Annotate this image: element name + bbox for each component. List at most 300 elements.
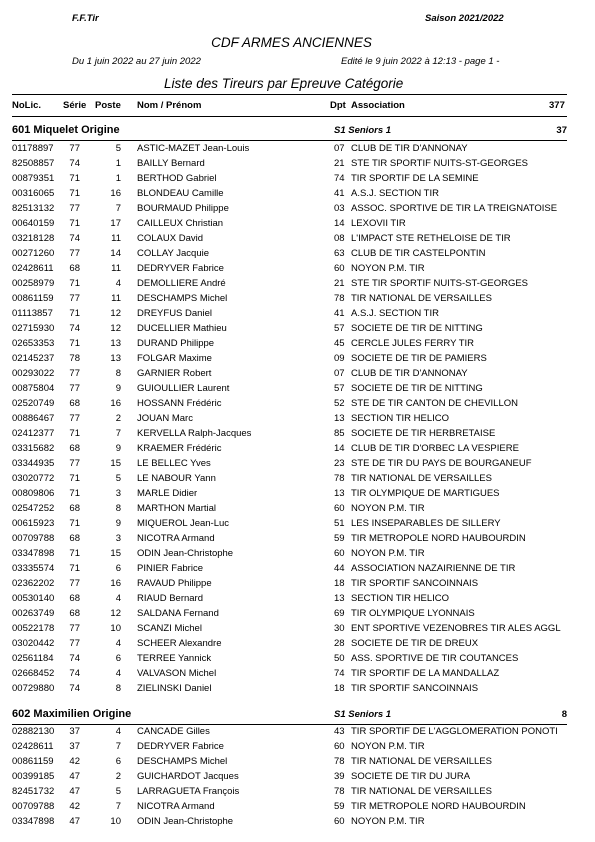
shooter-row	[12, 158, 595, 173]
cell-association: TIR OLYMPIQUE LYONNAIS	[351, 608, 475, 619]
cell-serie: 71	[69, 473, 80, 484]
cell-association: LEXOVII TIR	[351, 218, 406, 229]
cell-name: ASTIC-MAZET Jean-Louis	[137, 143, 250, 154]
cell-serie: 74	[69, 158, 80, 169]
cell-nolic: 82513132	[12, 203, 55, 214]
cell-nolic: 02520749	[12, 398, 55, 409]
cell-name: SCHEER Alexandre	[137, 638, 222, 649]
cell-serie: 71	[69, 173, 80, 184]
cell-poste: 4	[115, 278, 121, 289]
cell-name: CAILLEUX Christian	[137, 218, 224, 229]
cell-serie: 77	[69, 248, 80, 259]
shooter-row	[12, 638, 595, 653]
cell-nolic: 00879351	[12, 173, 55, 184]
col-nolic: NoLic.	[12, 100, 42, 111]
cell-serie: 42	[69, 756, 80, 767]
cell-nolic: 82451732	[12, 786, 55, 797]
event-count: 8	[561, 709, 567, 720]
cell-name: MARLE Didier	[137, 488, 198, 499]
cell-name: SCANZI Michel	[137, 623, 202, 634]
cell-name: BOURMAUD Philippe	[137, 203, 229, 214]
cell-association: LES INSEPARABLES DE SILLERY	[351, 518, 501, 529]
cell-name: DESCHAMPS Michel	[137, 756, 228, 767]
date-range: Du 1 juin 2022 au 27 juin 2022	[72, 56, 201, 67]
cell-poste: 12	[110, 323, 121, 334]
cell-serie: 77	[69, 623, 80, 634]
cell-dpt: 57	[334, 383, 345, 394]
cell-association: NOYON P.M. TIR	[351, 548, 425, 559]
event-group-header	[12, 124, 567, 140]
cell-poste: 10	[110, 623, 121, 634]
cell-association: CLUB DE TIR D'ORBEC LA VESPIERE	[351, 443, 519, 454]
shooter-row	[12, 173, 595, 188]
cell-dpt: 03	[334, 203, 345, 214]
cell-poste: 6	[115, 653, 121, 664]
cell-association: CLUB DE TIR D'ANNONAY	[351, 368, 468, 379]
cell-dpt: 60	[334, 741, 345, 752]
cell-association: NOYON P.M. TIR	[351, 816, 425, 827]
cell-poste: 4	[115, 638, 121, 649]
cell-nolic: 82508857	[12, 158, 55, 169]
cell-poste: 11	[111, 293, 121, 304]
cell-serie: 68	[69, 608, 80, 619]
cell-poste: 12	[110, 308, 121, 319]
cell-serie: 71	[69, 428, 80, 439]
shooter-row	[12, 368, 595, 383]
cell-name: COLAUX David	[137, 233, 203, 244]
cell-nolic: 02547252	[12, 503, 55, 514]
cell-association: SOCIETE DE TIR DE NITTING	[351, 323, 483, 334]
cell-nolic: 03344935	[12, 458, 55, 469]
cell-name: PINIER Fabrice	[137, 563, 203, 574]
group-rule	[12, 724, 567, 725]
cell-dpt: 74	[334, 668, 345, 679]
cell-serie: 77	[69, 638, 80, 649]
shooter-row	[12, 653, 595, 668]
cell-association: ASSOCIATION NAZAIRIENNE DE TIR	[351, 563, 516, 574]
shooter-row	[12, 608, 595, 623]
cell-nolic: 00316065	[12, 188, 55, 199]
cell-name: DREYFUS Daniel	[137, 308, 212, 319]
cell-name: GUICHARDOT Jacques	[137, 771, 239, 782]
shooter-row	[12, 488, 595, 503]
cell-serie: 71	[69, 278, 80, 289]
cell-name: FOLGAR Maxime	[137, 353, 212, 364]
cell-dpt: 85	[334, 428, 345, 439]
cell-nolic: 02362202	[12, 578, 55, 589]
shooter-row	[12, 218, 595, 233]
cell-association: TIR NATIONAL DE VERSAILLES	[351, 786, 492, 797]
cell-poste: 4	[115, 726, 121, 737]
col-serie: Série	[63, 100, 87, 111]
cell-serie: 37	[69, 741, 80, 752]
shooter-row	[12, 233, 595, 248]
cell-nolic: 01178897	[12, 143, 54, 154]
cell-nolic: 00530140	[12, 593, 55, 604]
cell-association: NOYON P.M. TIR	[351, 741, 425, 752]
cell-poste: 5	[115, 143, 121, 154]
cell-name: GARNIER Robert	[137, 368, 212, 379]
cell-serie: 74	[69, 668, 80, 679]
cell-nolic: 02653353	[12, 338, 55, 349]
cell-association: SECTION TIR HELICO	[351, 413, 450, 424]
cell-serie: 37	[69, 726, 80, 737]
cell-poste: 2	[115, 771, 121, 782]
cell-name: CANCADE Gilles	[137, 726, 210, 737]
cell-poste: 3	[115, 488, 121, 499]
federation-label: F.F.Tir	[72, 13, 99, 24]
shooter-row	[12, 816, 595, 831]
cell-serie: 71	[69, 338, 80, 349]
shooter-row	[12, 248, 595, 263]
cell-poste: 2	[115, 413, 121, 424]
cell-poste: 8	[115, 368, 121, 379]
cell-name: BAILLY Bernard	[137, 158, 205, 169]
cell-dpt: 44	[334, 563, 345, 574]
cell-serie: 74	[69, 653, 80, 664]
event-category: S1 Seniors 1	[334, 125, 392, 136]
shooter-row	[12, 683, 595, 698]
cell-nolic: 00729880	[12, 683, 55, 694]
cell-poste: 11	[111, 233, 121, 244]
cell-association: STE TIR SPORTIF NUITS-ST-GEORGES	[351, 278, 529, 289]
shooter-row	[12, 533, 595, 548]
cell-dpt: 23	[334, 458, 345, 469]
shooter-row	[12, 398, 595, 413]
cell-association: TIR NATIONAL DE VERSAILLES	[351, 293, 492, 304]
cell-name: DUCELLIER Mathieu	[137, 323, 227, 334]
cell-dpt: 78	[334, 786, 345, 797]
cell-name: ODIN Jean-Christophe	[137, 816, 234, 827]
cell-dpt: 28	[334, 638, 345, 649]
cell-nolic: 00861159	[12, 756, 54, 767]
cell-poste: 16	[110, 398, 121, 409]
cell-nolic: 02668452	[12, 668, 55, 679]
cell-association: ENT SPORTIVE VEZENOBRES TIR ALES AGGL	[351, 623, 561, 634]
cell-serie: 71	[69, 518, 80, 529]
event-name: 602 Maximilien Origine	[12, 708, 132, 720]
group-rule	[12, 140, 567, 141]
cell-name: TERREE Yannick	[137, 653, 212, 664]
cell-association: ASS. SPORTIVE DE TIR COUTANCES	[351, 653, 519, 664]
cell-nolic: 03020772	[12, 473, 55, 484]
cell-name: DESCHAMPS Michel	[137, 293, 228, 304]
cell-nolic: 00861159	[12, 293, 54, 304]
cell-association: STE DE TIR DU PAYS DE BOURGANEUF	[351, 458, 532, 469]
cell-serie: 71	[69, 488, 80, 499]
cell-dpt: 59	[334, 533, 345, 544]
cell-association: SOCIETE DE TIR DE PAMIERS	[351, 353, 487, 364]
cell-name: LARRAGUETA François	[137, 786, 240, 797]
cell-dpt: 21	[334, 158, 345, 169]
shooter-row	[12, 623, 595, 638]
cell-serie: 68	[69, 593, 80, 604]
cell-association: A.S.J. SECTION TIR	[351, 188, 439, 199]
shooter-row	[12, 323, 595, 338]
cell-dpt: 43	[334, 726, 345, 737]
cell-dpt: 78	[334, 473, 345, 484]
cell-poste: 3	[115, 533, 121, 544]
cell-association: SOCIETE DE TIR DU JURA	[351, 771, 471, 782]
cell-dpt: 18	[334, 578, 345, 589]
shooter-row	[12, 188, 595, 203]
cell-poste: 1	[115, 158, 121, 169]
cell-association: TIR METROPOLE NORD HAUBOURDIN	[351, 801, 526, 812]
cell-association: SOCIETE DE TIR DE NITTING	[351, 383, 483, 394]
cell-serie: 42	[69, 801, 80, 812]
shooter-row	[12, 338, 595, 353]
event-count: 37	[556, 125, 567, 136]
cell-name: DEDRYVER Fabrice	[137, 263, 224, 274]
shooter-row	[12, 756, 595, 771]
cell-dpt: 69	[334, 608, 345, 619]
shooter-row	[12, 458, 595, 473]
cell-poste: 5	[115, 786, 121, 797]
cell-association: TIR SPORTIF SANCOINNAIS	[351, 683, 479, 694]
cell-poste: 16	[110, 188, 121, 199]
cell-serie: 68	[69, 443, 80, 454]
cell-poste: 13	[110, 338, 121, 349]
cell-serie: 77	[69, 293, 80, 304]
cell-poste: 13	[110, 353, 121, 364]
list-title: Liste des Tireurs par Epreuve Catégorie	[164, 76, 404, 91]
cell-nolic: 02882130	[12, 726, 55, 737]
cell-dpt: 39	[334, 771, 345, 782]
cell-nolic: 00399185	[12, 771, 55, 782]
cell-dpt: 60	[334, 816, 345, 827]
cell-dpt: 51	[334, 518, 345, 529]
cell-serie: 77	[69, 143, 80, 154]
cell-poste: 8	[115, 503, 121, 514]
cell-serie: 71	[69, 188, 80, 199]
cell-nolic: 02428611	[12, 741, 54, 752]
cell-dpt: 18	[334, 683, 345, 694]
shooter-row	[12, 413, 595, 428]
cell-serie: 77	[69, 383, 80, 394]
shooter-row	[12, 726, 595, 741]
col-poste: Poste	[95, 100, 121, 111]
cell-poste: 11	[111, 263, 121, 274]
event-group-header	[12, 708, 567, 724]
cell-nolic: 00258979	[12, 278, 55, 289]
cell-poste: 16	[110, 578, 121, 589]
cell-serie: 77	[69, 368, 80, 379]
cell-nolic: 00263749	[12, 608, 55, 619]
cell-nolic: 00875804	[12, 383, 55, 394]
cell-serie: 77	[69, 203, 80, 214]
col-dpt: Dpt	[330, 100, 346, 111]
cell-name: DEDRYVER Fabrice	[137, 741, 224, 752]
cell-dpt: 09	[334, 353, 345, 364]
cell-name: ZIELINSKI Daniel	[137, 683, 212, 694]
cell-dpt: 57	[334, 323, 345, 334]
cell-serie: 74	[69, 683, 80, 694]
cell-nolic: 00522178	[12, 623, 55, 634]
cell-poste: 1	[115, 173, 121, 184]
cell-dpt: 74	[334, 173, 345, 184]
cell-nolic: 00271260	[12, 248, 55, 259]
shooter-row	[12, 771, 595, 786]
cell-association: TIR OLYMPIQUE DE MARTIGUES	[351, 488, 500, 499]
cell-poste: 7	[115, 801, 121, 812]
cell-dpt: 52	[334, 398, 345, 409]
cell-association: TIR SPORTIF DE LA SEMINE	[351, 173, 479, 184]
cell-poste: 9	[115, 383, 121, 394]
cell-dpt: 60	[334, 263, 345, 274]
shooter-row	[12, 293, 595, 308]
cell-serie: 47	[69, 816, 80, 827]
cell-name: VALVASON Michel	[137, 668, 217, 679]
header-rule-bottom	[12, 116, 567, 117]
cell-name: MARTHON Martial	[137, 503, 216, 514]
cell-nolic: 00640159	[12, 218, 55, 229]
cell-dpt: 21	[334, 278, 345, 289]
cell-dpt: 50	[334, 653, 345, 664]
cell-association: SECTION TIR HELICO	[351, 593, 450, 604]
cell-poste: 14	[110, 248, 121, 259]
cell-name: HOSSANN Frédéric	[137, 398, 222, 409]
cell-poste: 4	[115, 668, 121, 679]
cell-nolic: 02715930	[12, 323, 55, 334]
cell-nolic: 03347898	[12, 548, 55, 559]
cell-poste: 12	[110, 608, 121, 619]
shooter-row	[12, 143, 595, 158]
cell-poste: 7	[115, 741, 121, 752]
cell-association: CLUB DE TIR CASTELPONTIN	[351, 248, 486, 259]
cell-dpt: 13	[334, 413, 345, 424]
cell-serie: 47	[69, 786, 80, 797]
shooter-row	[12, 563, 595, 578]
cell-poste: 15	[110, 458, 121, 469]
cell-serie: 68	[69, 398, 80, 409]
cell-nolic: 02412377	[12, 428, 55, 439]
cell-dpt: 59	[334, 801, 345, 812]
cell-nolic: 03020442	[12, 638, 55, 649]
cell-nolic: 00809806	[12, 488, 55, 499]
cell-association: CLUB DE TIR D'ANNONAY	[351, 143, 468, 154]
cell-name: KRAEMER Frédéric	[137, 443, 222, 454]
cell-dpt: 30	[334, 623, 345, 634]
cell-serie: 47	[69, 771, 80, 782]
header-rule-top	[12, 94, 567, 95]
cell-association: A.S.J. SECTION TIR	[351, 308, 439, 319]
shooter-row	[12, 308, 595, 323]
cell-serie: 68	[69, 503, 80, 514]
cell-serie: 74	[69, 323, 80, 334]
cell-nolic: 00615923	[12, 518, 55, 529]
edition-info: Edité le 9 juin 2022 à 12:13 - page 1 -	[341, 56, 500, 67]
shooter-row	[12, 668, 595, 683]
cell-poste: 7	[115, 428, 121, 439]
cell-dpt: 45	[334, 338, 345, 349]
cell-name: LE NABOUR Yann	[137, 473, 216, 484]
cell-name: RIAUD Bernard	[137, 593, 203, 604]
cell-nolic: 00886467	[12, 413, 55, 424]
cell-name: JOUAN Marc	[137, 413, 193, 424]
cell-name: MIQUEROL Jean-Luc	[137, 518, 230, 529]
cell-association: TIR NATIONAL DE VERSAILLES	[351, 756, 492, 767]
cell-dpt: 63	[334, 248, 345, 259]
cell-name: NICOTRA Armand	[137, 801, 215, 812]
shooter-row	[12, 443, 595, 458]
cell-name: SALDANA Fernand	[137, 608, 219, 619]
cell-association: TIR SPORTIF DE LA MANDALLAZ	[351, 668, 500, 679]
cell-nolic: 03347898	[12, 816, 55, 827]
cell-poste: 7	[115, 203, 121, 214]
cell-poste: 4	[115, 593, 121, 604]
cell-dpt: 60	[334, 548, 345, 559]
cell-association: ASSOC. SPORTIVE DE TIR LA TREIGNATOISE	[351, 203, 558, 214]
cell-serie: 68	[69, 533, 80, 544]
shooter-row	[12, 353, 595, 368]
col-total: 377	[549, 100, 565, 111]
cell-dpt: 41	[334, 308, 345, 319]
cell-association: L'IMPACT STE RETHELOISE DE TIR	[351, 233, 511, 244]
cell-nolic: 03335574	[12, 563, 55, 574]
cell-name: COLLAY Jacquie	[137, 248, 209, 259]
col-nom: Nom / Prénom	[137, 100, 202, 111]
cell-association: TIR METROPOLE NORD HAUBOURDIN	[351, 533, 526, 544]
cell-association: TIR SPORTIF DE L'AGGLOMERATION PONOTI	[351, 726, 558, 737]
cell-name: DURAND Philippe	[137, 338, 215, 349]
cell-nolic: 01113857	[12, 308, 53, 319]
cell-poste: 6	[115, 756, 121, 767]
cell-dpt: 78	[334, 293, 345, 304]
cell-name: KERVELLA Ralph-Jacques	[137, 428, 252, 439]
cell-name: LE BELLEC Yves	[137, 458, 211, 469]
cell-name: ODIN Jean-Christophe	[137, 548, 234, 559]
cell-dpt: 14	[334, 443, 345, 454]
event-category: S1 Seniors 1	[334, 709, 392, 720]
cell-association: STE TIR SPORTIF NUITS-ST-GEORGES	[351, 158, 529, 169]
cell-nolic: 00293022	[12, 368, 55, 379]
document-title: CDF ARMES ANCIENNES	[211, 35, 372, 50]
cell-association: TIR SPORTIF SANCOINNAIS	[351, 578, 479, 589]
shooter-row	[12, 203, 595, 218]
cell-dpt: 08	[334, 233, 345, 244]
cell-poste: 17	[110, 218, 121, 229]
shooter-row	[12, 548, 595, 563]
event-name: 601 Miquelet Origine	[12, 124, 120, 136]
cell-dpt: 60	[334, 503, 345, 514]
shooter-row	[12, 578, 595, 593]
shooter-row	[12, 593, 595, 608]
shooter-row	[12, 428, 595, 443]
cell-name: GUIOULLIER Laurent	[137, 383, 230, 394]
cell-dpt: 13	[334, 593, 345, 604]
cell-name: DEMOLLIERE André	[137, 278, 226, 289]
cell-association: CERCLE JULES FERRY TIR	[351, 338, 475, 349]
season-label: Saison 2021/2022	[425, 13, 504, 24]
cell-serie: 78	[69, 353, 80, 364]
shooter-row	[12, 503, 595, 518]
cell-dpt: 13	[334, 488, 345, 499]
cell-nolic: 00709788	[12, 533, 55, 544]
cell-association: TIR NATIONAL DE VERSAILLES	[351, 473, 492, 484]
cell-serie: 77	[69, 578, 80, 589]
cell-nolic: 03218128	[12, 233, 55, 244]
cell-serie: 71	[69, 308, 80, 319]
cell-poste: 9	[115, 443, 121, 454]
cell-name: NICOTRA Armand	[137, 533, 215, 544]
cell-serie: 71	[69, 563, 80, 574]
cell-nolic: 00709788	[12, 801, 55, 812]
shooter-row	[12, 518, 595, 533]
shooter-row	[12, 801, 595, 816]
cell-dpt: 41	[334, 188, 345, 199]
shooter-row	[12, 383, 595, 398]
cell-association: SOCIETE DE TIR HERBRETAISE	[351, 428, 496, 439]
